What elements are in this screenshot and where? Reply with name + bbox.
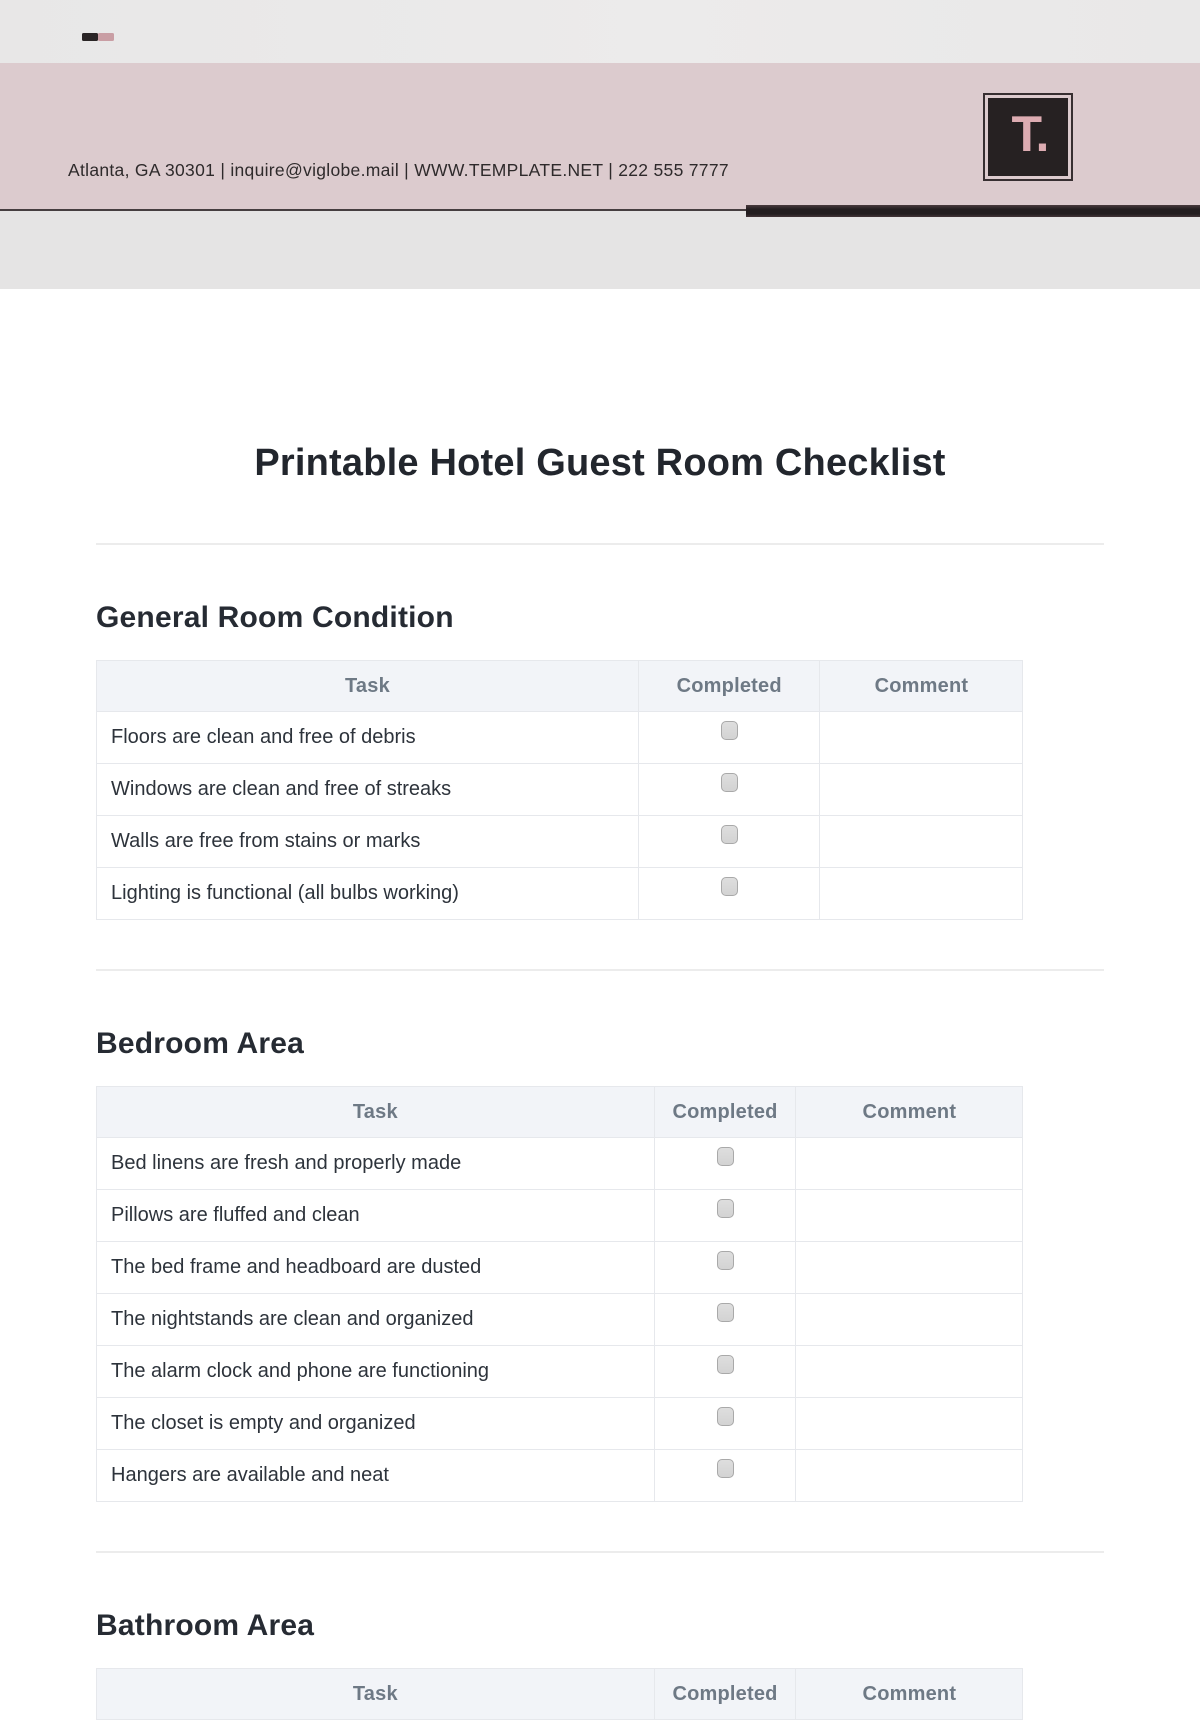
- task-checkbox[interactable]: [717, 1251, 734, 1270]
- task-label: Pillows are fluffed and clean: [97, 1190, 655, 1242]
- checklist-row: [97, 1398, 1023, 1450]
- table-header-row: [97, 661, 1023, 712]
- completed-cell: [654, 1190, 796, 1242]
- comment-cell: [796, 1294, 1023, 1346]
- checklist-row: [97, 1190, 1023, 1242]
- column-header-completed: Completed: [654, 1087, 796, 1138]
- task-label: Windows are clean and free of streaks: [97, 764, 639, 816]
- task-checkbox[interactable]: [717, 1303, 734, 1322]
- task-label: The closet is empty and organized: [97, 1398, 655, 1450]
- completed-cell: [654, 1242, 796, 1294]
- table-header-row: [97, 1669, 1023, 1720]
- comment-cell: [820, 868, 1023, 920]
- checklist-row: [97, 1138, 1023, 1190]
- task-checkbox[interactable]: [717, 1407, 734, 1426]
- task-checkbox[interactable]: [721, 825, 738, 844]
- page-title: Printable Hotel Guest Room Checklist: [254, 442, 946, 484]
- checklist-row: [97, 1294, 1023, 1346]
- section-general-room-condition: [96, 603, 1104, 920]
- column-header-task: Task: [97, 661, 639, 712]
- completed-cell: [654, 1450, 796, 1502]
- template-net-logo-icon: [983, 93, 1073, 181]
- section-divider: [96, 543, 1104, 545]
- checklist-table-bathroom: [96, 1668, 1023, 1720]
- logo-letter: T.: [1011, 106, 1049, 162]
- completed-cell: [654, 1294, 796, 1346]
- checklist-table-general: [96, 660, 1023, 920]
- column-header-comment: Comment: [796, 1087, 1023, 1138]
- letterhead-band: [0, 63, 1200, 211]
- column-header-task: Task: [97, 1087, 655, 1138]
- band-accent-bar: [746, 205, 1200, 217]
- comment-cell: [796, 1138, 1023, 1190]
- task-checkbox[interactable]: [717, 1147, 734, 1166]
- column-header-completed: Completed: [638, 661, 820, 712]
- section-bedroom-area: [96, 1029, 1104, 1502]
- comment-cell: [820, 764, 1023, 816]
- checklist-row: [97, 1346, 1023, 1398]
- logo-box: [988, 98, 1068, 176]
- column-header-comment: Comment: [820, 661, 1023, 712]
- task-label: Floors are clean and free of debris: [97, 712, 639, 764]
- section-divider: [96, 969, 1104, 971]
- checklist-row: [97, 1242, 1023, 1294]
- completed-cell: [654, 1398, 796, 1450]
- comment-cell: [796, 1190, 1023, 1242]
- section-heading: Bedroom Area: [96, 1027, 305, 1060]
- task-label: Walls are free from stains or marks: [97, 816, 639, 868]
- task-label: The alarm clock and phone are functioning: [97, 1346, 655, 1398]
- task-label: The bed frame and headboard are dusted: [97, 1242, 655, 1294]
- task-checkbox[interactable]: [717, 1459, 734, 1478]
- completed-cell: [638, 764, 820, 816]
- checklist-table-bedroom: [96, 1086, 1023, 1502]
- checklist-row: [97, 764, 1023, 816]
- comment-cell: [796, 1346, 1023, 1398]
- section-heading: General Room Condition: [96, 601, 454, 634]
- comment-cell: [796, 1242, 1023, 1294]
- task-label: Hangers are available and neat: [97, 1450, 655, 1502]
- section-heading: Bathroom Area: [96, 1609, 315, 1642]
- column-header-task: Task: [97, 1669, 655, 1720]
- task-checkbox[interactable]: [721, 721, 738, 740]
- brand-marks-icon: [82, 33, 114, 41]
- task-checkbox[interactable]: [721, 877, 738, 896]
- completed-cell: [654, 1346, 796, 1398]
- task-label: The nightstands are clean and organized: [97, 1294, 655, 1346]
- comment-cell: [796, 1450, 1023, 1502]
- completed-cell: [638, 816, 820, 868]
- checklist-row: [97, 1450, 1023, 1502]
- column-header-comment: Comment: [796, 1669, 1023, 1720]
- comment-cell: [820, 712, 1023, 764]
- task-checkbox[interactable]: [717, 1199, 734, 1218]
- comment-cell: [796, 1398, 1023, 1450]
- document-body: [96, 444, 1104, 1720]
- contact-info: Atlanta, GA 30301 | inquire@viglobe.mail | WWW.TEMPLATE.NET | 222 555 7777: [68, 160, 729, 180]
- task-checkbox[interactable]: [717, 1355, 734, 1374]
- completed-cell: [654, 1138, 796, 1190]
- task-checkbox[interactable]: [721, 773, 738, 792]
- brand-mark-dark-icon: [82, 33, 98, 41]
- task-label: Lighting is functional (all bulbs working): [97, 868, 639, 920]
- table-header-row: [97, 1087, 1023, 1138]
- section-divider: [96, 1551, 1104, 1553]
- column-header-completed: Completed: [654, 1669, 796, 1720]
- checklist-row: [97, 868, 1023, 920]
- brand-mark-pink-icon: [98, 33, 114, 41]
- gray-strip: [0, 211, 1200, 289]
- completed-cell: [638, 868, 820, 920]
- completed-cell: [638, 712, 820, 764]
- task-label: Bed linens are fresh and properly made: [97, 1138, 655, 1190]
- checklist-row: [97, 712, 1023, 764]
- top-bar: [0, 0, 1200, 63]
- section-bathroom-area: [96, 1611, 1104, 1720]
- checklist-row: [97, 816, 1023, 868]
- comment-cell: [820, 816, 1023, 868]
